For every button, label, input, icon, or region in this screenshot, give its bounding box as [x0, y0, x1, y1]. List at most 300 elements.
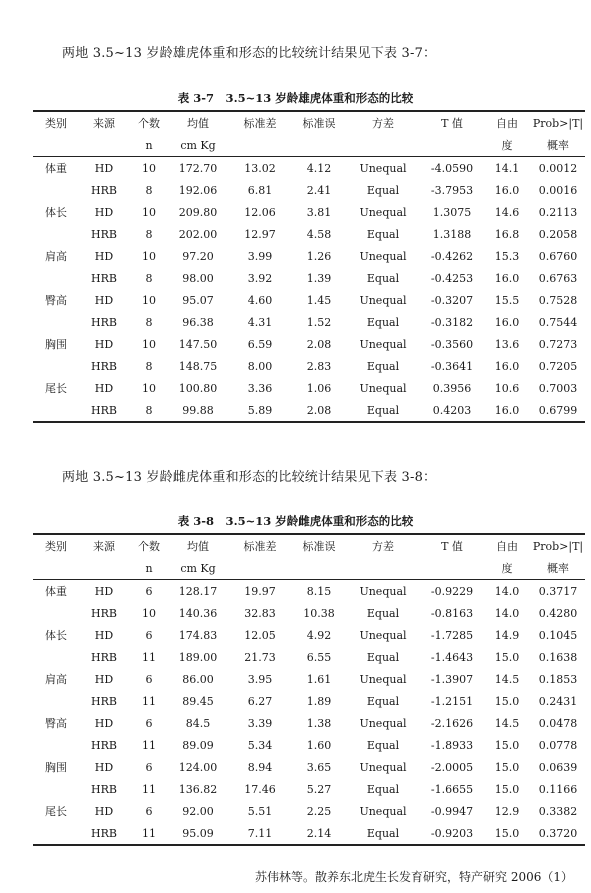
cell-prob: 0.3720: [531, 822, 585, 845]
cell-t-value: -0.3560: [430, 337, 474, 351]
cell-source: HRB: [91, 782, 117, 796]
table-row: [33, 822, 585, 845]
cell-mean: 148.75: [178, 359, 218, 373]
table-row: [33, 668, 585, 690]
cell-t-value: -0.4253: [430, 271, 474, 285]
cell-category: [33, 690, 79, 712]
cell-count: 11: [142, 782, 156, 796]
cell-count: 8: [145, 359, 153, 373]
cell-prob: 0.2113: [538, 205, 578, 219]
table-row: [33, 311, 585, 333]
cell-variance: Equal: [366, 271, 400, 285]
header-sub-empty: [33, 134, 79, 157]
cell-prob: 0.0778: [538, 738, 578, 752]
table-row: [33, 289, 585, 311]
cell-count: 8: [129, 399, 169, 422]
cell-source: HD: [94, 249, 114, 263]
cell-variance: Equal: [366, 606, 400, 620]
cell-category: 胸围: [45, 761, 67, 774]
cell-source: HRB: [79, 399, 129, 422]
table-row: [33, 355, 585, 377]
cell-df: 12.9: [494, 804, 520, 818]
table-row: [33, 245, 585, 267]
cell-df: 15.0: [494, 760, 520, 774]
cell-df: 10.6: [494, 381, 520, 395]
cell-variance: Equal: [345, 822, 421, 845]
cell-category: 臀高: [45, 717, 67, 730]
cell-std-dev: 3.39: [247, 716, 273, 730]
cell-variance: Unequal: [359, 628, 407, 642]
table-row: [33, 223, 585, 245]
cell-variance: Unequal: [359, 760, 407, 774]
table-row: [33, 646, 585, 668]
cell-source: HRB: [79, 822, 129, 845]
cell-prob: 0.1638: [538, 650, 578, 664]
table-body: [33, 157, 585, 423]
cell-t-value: -0.8163: [430, 606, 474, 620]
cell-prob: 0.1045: [538, 628, 578, 642]
cell-t-value: -4.0590: [430, 161, 474, 175]
cell-t-value: 1.3188: [432, 227, 472, 241]
cell-df: 13.6: [494, 337, 520, 351]
table-3-7: [33, 110, 585, 423]
header-row-2: [33, 557, 585, 580]
header-sub-df: 度: [483, 557, 531, 580]
header-sub-empty: [421, 134, 483, 157]
cell-std-err: 6.55: [306, 650, 332, 664]
cell-source: HD: [94, 716, 114, 730]
cell-mean: 174.83: [178, 628, 218, 642]
cell-category: [33, 778, 79, 800]
cell-source: HD: [94, 205, 114, 219]
cell-category: 肩高: [45, 250, 67, 263]
cell-t-value: 0.3956: [432, 381, 472, 395]
cell-count: 10: [142, 293, 156, 307]
cell-t-value: -0.9947: [430, 804, 474, 818]
cell-prob: 0.3382: [538, 804, 578, 818]
cell-std-err: 3.81: [306, 205, 332, 219]
cell-count: 11: [142, 738, 156, 752]
header-sub-empty: [345, 557, 421, 580]
table-row: [33, 800, 585, 822]
header-sub-prob: 概率: [531, 134, 585, 157]
cell-std-dev: 32.83: [244, 606, 276, 620]
header-row-1: [33, 111, 585, 134]
cell-mean: 136.82: [178, 782, 218, 796]
cell-std-dev: 21.73: [244, 650, 276, 664]
cell-source: HD: [94, 161, 114, 175]
cell-df: 15.0: [494, 694, 520, 708]
cell-source: HD: [94, 584, 114, 598]
table-caption-2: 表 3-8 3.5~13 岁龄雌虎体重和形态的比较: [177, 514, 414, 528]
cell-mean: 99.88: [169, 399, 227, 422]
cell-std-err: 1.52: [306, 315, 332, 329]
cell-source: HD: [94, 672, 114, 686]
cell-t-value: -1.6655: [430, 782, 474, 796]
cell-prob: 0.2058: [538, 227, 578, 241]
cell-mean: 95.07: [182, 293, 214, 307]
cell-std-err: 2.41: [306, 183, 332, 197]
table-header: [33, 111, 585, 157]
table-row: [33, 690, 585, 712]
cell-variance: Equal: [366, 359, 400, 373]
cell-variance: Unequal: [359, 672, 407, 686]
cell-variance: Unequal: [359, 804, 407, 818]
cell-prob: 0.1853: [538, 672, 578, 686]
cell-category: [33, 267, 79, 289]
cell-source: HD: [94, 337, 114, 351]
header-sub-empty: [293, 557, 345, 580]
cell-prob: 0.6799: [531, 399, 585, 422]
cell-std-err: 1.60: [306, 738, 332, 752]
cell-std-dev: 4.31: [247, 315, 273, 329]
header-sub-empty: [227, 134, 293, 157]
table-body: [33, 580, 585, 846]
cell-variance: Unequal: [359, 584, 407, 598]
cell-variance: Equal: [366, 315, 400, 329]
cell-t-value: -1.8933: [430, 738, 474, 752]
cell-df: 15.0: [483, 822, 531, 845]
table-row: [33, 580, 585, 603]
cell-variance: Equal: [366, 694, 400, 708]
cell-mean: 84.5: [185, 716, 211, 730]
table-header: [33, 534, 585, 580]
cell-prob: 0.2431: [538, 694, 578, 708]
table-row: [33, 377, 585, 399]
cell-count: 11: [129, 822, 169, 845]
cell-df: 14.0: [494, 584, 520, 598]
cell-category: 臀高: [45, 294, 67, 307]
header-count: 个数: [129, 111, 169, 134]
cell-std-err: 4.12: [306, 161, 332, 175]
cell-df: 15.0: [494, 650, 520, 664]
table-row: [33, 734, 585, 756]
cell-source: HRB: [91, 271, 117, 285]
header-variance: 方差: [345, 111, 421, 134]
cell-variance: Equal: [345, 399, 421, 422]
cell-t-value: -3.7953: [430, 183, 474, 197]
header-mean: 均值: [169, 534, 227, 557]
cell-t-value: -0.9203: [421, 822, 483, 845]
cell-df: 14.1: [494, 161, 520, 175]
cell-count: 8: [145, 227, 153, 241]
cell-count: 11: [142, 650, 156, 664]
cell-std-dev: 17.46: [244, 782, 276, 796]
header-sub-units: cm Kg: [169, 134, 227, 157]
cell-variance: Unequal: [359, 716, 407, 730]
cell-source: HRB: [91, 650, 117, 664]
cell-count: 10: [142, 205, 156, 219]
cell-category: [33, 602, 79, 624]
cell-std-dev: 3.99: [247, 249, 273, 263]
header-sub-count: n: [129, 557, 169, 580]
cell-category: 体长: [45, 206, 67, 219]
cell-prob: 0.4280: [538, 606, 578, 620]
cell-category: 尾长: [45, 382, 67, 395]
cell-std-err: 2.08: [293, 399, 345, 422]
cell-mean: 172.70: [178, 161, 218, 175]
cell-std-dev: 12.97: [244, 227, 276, 241]
cell-category: [33, 223, 79, 245]
header-mean: 均值: [169, 111, 227, 134]
cell-df: 16.0: [494, 183, 520, 197]
cell-std-err: 2.08: [306, 337, 332, 351]
cell-mean: 96.38: [182, 315, 214, 329]
cell-std-err: 2.83: [306, 359, 332, 373]
cell-mean: 89.45: [182, 694, 214, 708]
table-row: [33, 624, 585, 646]
cell-variance: Equal: [366, 227, 400, 241]
cell-prob: 0.0012: [538, 161, 578, 175]
cell-variance: Unequal: [359, 337, 407, 351]
cell-df: 16.0: [483, 399, 531, 422]
cell-category: 尾长: [45, 805, 67, 818]
cell-df: 14.0: [494, 606, 520, 620]
cell-t-value: -2.1626: [430, 716, 474, 730]
cell-std-err: 1.38: [306, 716, 332, 730]
cell-count: 11: [142, 694, 156, 708]
cell-variance: Unequal: [359, 249, 407, 263]
cell-source: HD: [94, 804, 114, 818]
cell-t-value: -0.4262: [430, 249, 474, 263]
cell-mean: 189.00: [178, 650, 218, 664]
cell-t-value: -1.3907: [430, 672, 474, 686]
cell-t-value: 0.4203: [421, 399, 483, 422]
cell-category: [33, 399, 79, 422]
cell-t-value: -0.3641: [430, 359, 474, 373]
cell-std-dev: 13.02: [244, 161, 276, 175]
cell-std-err: 8.15: [306, 584, 332, 598]
cell-std-dev: 12.06: [244, 205, 276, 219]
cell-df: 16.0: [494, 359, 520, 373]
cell-prob: 0.1166: [538, 782, 578, 796]
cell-variance: Unequal: [359, 161, 407, 175]
header-sub-empty: [227, 557, 293, 580]
cell-std-err: 4.92: [306, 628, 332, 642]
cell-variance: Unequal: [359, 293, 407, 307]
table-row: [33, 602, 585, 624]
cell-std-dev: 7.11: [227, 822, 293, 845]
cell-prob: 0.3717: [538, 584, 578, 598]
cell-count: 10: [142, 606, 156, 620]
cell-source: HRB: [91, 359, 117, 373]
cell-count: 8: [145, 315, 153, 329]
cell-std-dev: 5.34: [247, 738, 273, 752]
header-sub-count: n: [129, 134, 169, 157]
header-sub-empty: [79, 557, 129, 580]
cell-std-err: 2.25: [306, 804, 332, 818]
cell-t-value: -2.0005: [430, 760, 474, 774]
cell-count: 10: [142, 161, 156, 175]
cell-mean: 192.06: [178, 183, 218, 197]
cell-variance: Equal: [366, 650, 400, 664]
header-std-err: 标准误: [293, 534, 345, 557]
table-row: [33, 333, 585, 355]
cell-mean: 202.00: [178, 227, 218, 241]
header-category: 类别: [33, 534, 79, 557]
cell-source: HRB: [91, 183, 117, 197]
cell-std-dev: 3.92: [247, 271, 273, 285]
cell-std-dev: 3.36: [247, 381, 273, 395]
cell-prob: 0.7544: [538, 315, 578, 329]
cell-mean: 209.80: [178, 205, 218, 219]
header-sub-empty: [421, 557, 483, 580]
cell-count: 6: [145, 672, 153, 686]
cell-std-dev: 3.95: [247, 672, 273, 686]
cell-prob: 0.7205: [538, 359, 578, 373]
table-3-8: [33, 533, 585, 846]
cell-mean: 140.36: [178, 606, 218, 620]
cell-source: HRB: [91, 738, 117, 752]
header-sub-units: cm Kg: [169, 557, 227, 580]
header-prob: Prob>|T|: [531, 111, 585, 134]
cell-std-dev: 4.60: [247, 293, 273, 307]
cell-std-dev: 19.97: [244, 584, 276, 598]
cell-t-value: -1.2151: [430, 694, 474, 708]
cell-std-err: 1.06: [306, 381, 332, 395]
cell-source: HD: [94, 628, 114, 642]
header-std-dev: 标准差: [227, 111, 293, 134]
cell-std-dev: 5.89: [227, 399, 293, 422]
cell-prob: 0.7528: [538, 293, 578, 307]
header-row-1: [33, 534, 585, 557]
cell-category: [33, 311, 79, 333]
cell-std-err: 1.61: [306, 672, 332, 686]
cell-source: HRB: [91, 315, 117, 329]
header-source: 来源: [79, 111, 129, 134]
cell-df: 14.9: [494, 628, 520, 642]
cell-source: HRB: [91, 606, 117, 620]
header-sub-df: 度: [483, 134, 531, 157]
cell-std-dev: 12.05: [244, 628, 276, 642]
cell-source: HD: [94, 293, 114, 307]
cell-mean: 100.80: [178, 381, 218, 395]
cell-std-dev: 6.81: [247, 183, 273, 197]
cell-std-err: 2.14: [293, 822, 345, 845]
cell-variance: Equal: [366, 183, 400, 197]
header-category: 类别: [33, 111, 79, 134]
cell-df: 15.3: [494, 249, 520, 263]
header-sub-empty: [345, 134, 421, 157]
header-variance: 方差: [345, 534, 421, 557]
cell-t-value: -1.4643: [430, 650, 474, 664]
cell-std-err: 3.65: [306, 760, 332, 774]
cell-count: 10: [142, 337, 156, 351]
table-row: [33, 179, 585, 201]
table-row: [33, 756, 585, 778]
cell-prob: 0.0478: [538, 716, 578, 730]
header-row-2: [33, 134, 585, 157]
cell-variance: Unequal: [359, 381, 407, 395]
cell-df: 16.8: [494, 227, 520, 241]
cell-t-value: -1.7285: [430, 628, 474, 642]
cell-df: 15.5: [494, 293, 520, 307]
cell-prob: 0.7003: [538, 381, 578, 395]
cell-count: 8: [145, 183, 153, 197]
header-sub-empty: [79, 134, 129, 157]
cell-prob: 0.0639: [538, 760, 578, 774]
cell-prob: 0.0016: [538, 183, 578, 197]
cell-std-dev: 5.51: [247, 804, 273, 818]
header-sub-prob: 概率: [531, 557, 585, 580]
cell-category: 体长: [45, 629, 67, 642]
cell-std-err: 1.89: [306, 694, 332, 708]
cell-mean: 95.09: [169, 822, 227, 845]
cell-count: 6: [145, 628, 153, 642]
cell-source: HRB: [91, 227, 117, 241]
table-row: [33, 201, 585, 223]
cell-df: 15.0: [494, 738, 520, 752]
table-row: [33, 712, 585, 734]
cell-df: 15.0: [494, 782, 520, 796]
cell-t-value: -0.9229: [430, 584, 474, 598]
cell-std-err: 10.38: [303, 606, 335, 620]
table-caption-1: 表 3-7 3.5~13 岁龄雄虎体重和形态的比较: [177, 91, 414, 105]
cell-variance: Unequal: [359, 205, 407, 219]
cell-std-dev: 8.00: [247, 359, 273, 373]
header-count: 个数: [129, 534, 169, 557]
cell-count: 6: [145, 804, 153, 818]
cell-source: HD: [94, 760, 114, 774]
cell-std-err: 1.45: [306, 293, 332, 307]
header-sub-empty: [33, 557, 79, 580]
cell-std-err: 5.27: [306, 782, 332, 796]
cell-t-value: -0.3182: [430, 315, 474, 329]
cell-count: 8: [145, 271, 153, 285]
cell-std-dev: 6.59: [247, 337, 273, 351]
header-std-dev: 标准差: [227, 534, 293, 557]
cell-std-dev: 8.94: [247, 760, 273, 774]
cell-df: 14.5: [494, 672, 520, 686]
cell-count: 6: [145, 584, 153, 598]
intro-paragraph-1: 两地 3.5~13 岁龄雄虎体重和形态的比较统计结果见下表 3-7：: [62, 46, 437, 61]
cell-prob: 0.6763: [538, 271, 578, 285]
cell-std-dev: 6.27: [247, 694, 273, 708]
cell-category: [33, 822, 79, 845]
cell-category: 胸围: [45, 338, 67, 351]
header-df: 自由: [483, 111, 531, 134]
table-row: [33, 157, 585, 180]
cell-df: 14.5: [494, 716, 520, 730]
cell-t-value: -0.3207: [430, 293, 474, 307]
header-t-value: T 值: [421, 111, 483, 134]
cell-source: HD: [94, 381, 114, 395]
cell-mean: 86.00: [182, 672, 214, 686]
cell-variance: Equal: [366, 782, 400, 796]
cell-std-err: 4.58: [306, 227, 332, 241]
cell-category: 肩高: [45, 673, 67, 686]
header-df: 自由: [483, 534, 531, 557]
cell-mean: 92.00: [182, 804, 214, 818]
cell-mean: 128.17: [178, 584, 218, 598]
cell-category: [33, 734, 79, 756]
cell-category: 体重: [45, 162, 67, 175]
cell-count: 10: [142, 249, 156, 263]
table-row: [33, 267, 585, 289]
cell-t-value: 1.3075: [432, 205, 472, 219]
cell-std-err: 1.39: [306, 271, 332, 285]
cell-variance: Equal: [366, 738, 400, 752]
intro-paragraph-2: 两地 3.5~13 岁龄雌虎体重和形态的比较统计结果见下表 3-8：: [62, 470, 437, 485]
cell-count: 6: [145, 716, 153, 730]
cell-category: 体重: [45, 585, 67, 598]
table-row: [33, 399, 585, 422]
cell-df: 16.0: [494, 315, 520, 329]
header-std-err: 标准误: [293, 111, 345, 134]
cell-df: 16.0: [494, 271, 520, 285]
cell-mean: 89.09: [182, 738, 214, 752]
cell-prob: 0.7273: [538, 337, 578, 351]
